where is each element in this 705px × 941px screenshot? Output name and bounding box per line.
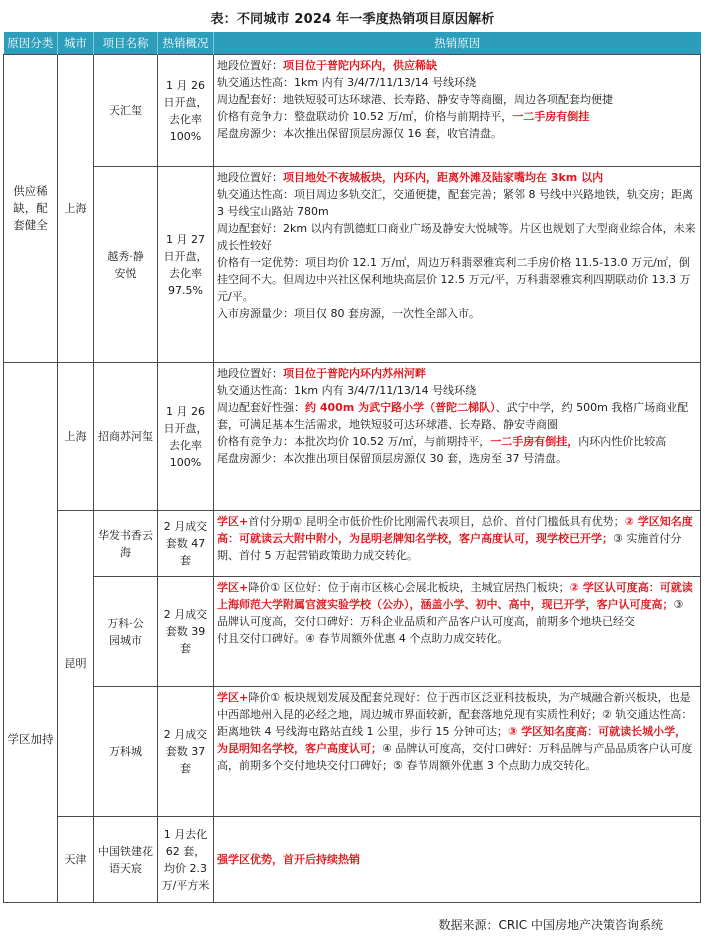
reason-line <box>217 851 697 868</box>
reason-highlight: 学区+ <box>217 691 249 704</box>
reason-line <box>217 186 697 220</box>
reason-text: 价格有竞争力：整盘联动价 10.52 万/㎡，价格与前期持平， <box>217 110 513 123</box>
project-name-cell: 招商苏河玺 <box>94 363 158 511</box>
table-row <box>4 55 701 167</box>
reason-line <box>217 74 697 91</box>
reason-cell <box>214 511 701 577</box>
reason-highlight: 强学区优势，首开后持续热销 <box>217 853 360 866</box>
reason-text: 价格有竞争力：本批次均价 10.52 万/㎡，与前期持平， <box>217 435 491 448</box>
table-title: 表：不同城市 2024 年一季度热销项目原因解析 <box>210 12 495 27</box>
reason-text: 尾盘房源少：本次推出保留顶层房源仅 16 套，收官清盘。 <box>217 127 502 140</box>
project-name-cell: 天汇玺 <box>94 55 158 167</box>
reason-text: 降价① 区位好：位于南市区核心会展北板块，主城宜居热门板块； <box>248 581 570 594</box>
header-overview: 热销概况 <box>158 32 214 55</box>
city-cell: 天津 <box>58 817 94 903</box>
data-source-note: 数据来源：CRIC 中国房地产决策咨询系统 <box>438 918 663 932</box>
reason-highlight: 一二手房有倒挂 <box>512 110 590 123</box>
reason-line <box>217 220 697 254</box>
reason-text: 轨交通达性高：1km 内有 3/4/7/11/13/14 号线环绕 <box>217 384 477 397</box>
category-cell: 学区加持 <box>4 577 58 903</box>
project-name-cell: 万科·公园城市 <box>94 577 158 687</box>
reason-line <box>217 125 697 142</box>
reason-cell <box>214 167 701 363</box>
reason-cell <box>214 687 701 817</box>
reason-text: 、武宁中学，约 500m 我格广场商业配套，可满足基本生活需求，地铁短驳可达环球港、长寿路、静安寺商圈 <box>217 401 689 431</box>
header-category: 原因分类 <box>4 32 58 55</box>
reason-text: ③ 品牌认可度高，交付口碑好：万科企业品质和产品客户认可度高，前期多个地块已经交 <box>217 598 684 628</box>
header-city: 城市 <box>58 32 94 55</box>
project-name-cell: 万科城 <box>94 687 158 817</box>
reason-highlight: ② 学区认可度高：可就读上海师范大学附属官渡实验学校（公办），涵盖小学、初中、高中，现已开学，客户认可度高； <box>217 581 693 611</box>
reason-text: 首付分期① 昆明全市低价性价比刚需代表项目，总价、首付门槛低具有优势； <box>248 515 625 528</box>
reason-cell <box>214 55 701 167</box>
overview-cell: 1 月 27 日开盘，去化率 97.5% <box>158 167 214 363</box>
table-body <box>4 55 701 903</box>
reason-highlight: 学区+ <box>217 515 249 528</box>
overview-cell: 2 月成交套数 37 套 <box>158 687 214 817</box>
reason-text: 地段位置好： <box>217 171 283 184</box>
reason-text: 付且交付口碑好。④ 春节周额外优惠 4 个点助力成交转化。 <box>217 632 509 645</box>
reason-highlight: 约 400m 为武宁路小学（普陀二梯队） <box>305 401 496 414</box>
reason-line <box>217 433 697 450</box>
reason-line <box>217 689 697 774</box>
reason-line <box>217 91 697 108</box>
header-row <box>4 32 701 55</box>
city-cell: 上海 <box>58 55 94 363</box>
header-reason: 热销原因 <box>214 32 701 55</box>
reason-line <box>217 513 697 564</box>
table-row <box>4 511 701 577</box>
reason-line <box>217 108 697 125</box>
city-cell: 上海 <box>58 363 94 511</box>
reason-line <box>217 399 697 433</box>
header-project: 项目名称 <box>94 32 158 55</box>
project-name-cell: 中国铁建花语天宸 <box>94 817 158 903</box>
reason-line <box>217 254 697 305</box>
city-cell: 昆明 <box>58 511 94 817</box>
reason-line <box>217 57 697 74</box>
reason-highlight: 一二手房有倒挂， <box>490 435 579 448</box>
reason-cell <box>214 817 701 903</box>
reason-text: 周边配套好：地铁短驳可达环球港、长寿路、静安寺等商圈，周边各项配套均便捷 <box>217 93 613 106</box>
table-row <box>4 817 701 903</box>
overview-cell: 2 月成交套数 47 套 <box>158 511 214 577</box>
reason-highlight: 项目位于普陀内环内苏州河畔 <box>283 367 426 380</box>
overview-cell: 1 月 26 日开盘，去化率 100% <box>158 55 214 167</box>
project-name-cell: 越秀·静安悦 <box>94 167 158 363</box>
overview-cell: 2 月成交套数 39 套 <box>158 577 214 687</box>
reason-line <box>217 365 697 382</box>
reason-text: 轨交通达性高：1km 内有 3/4/7/11/13/14 号线环绕 <box>217 76 477 89</box>
reason-highlight: 项目位于普陀内环内，供应稀缺 <box>283 59 437 72</box>
reason-highlight: 项目地处不夜城板块，内环内，距离外滩及陆家嘴均在 3km 以内 <box>283 171 604 184</box>
overview-cell: 1 月 26 日开盘，去化率 100% <box>158 363 214 511</box>
category-cell-blank <box>4 363 58 577</box>
category-cell: 供应稀缺，配套健全 <box>4 55 58 363</box>
reason-text: 地段位置好： <box>217 367 283 380</box>
reason-line <box>217 305 697 322</box>
hot-projects-table <box>3 32 701 903</box>
reason-line <box>217 382 697 399</box>
reason-text: ③ 实施首付分期、首付 5 万起营销政策助力成交转化。 <box>217 532 682 562</box>
table-row <box>4 577 701 687</box>
reason-highlight: ② 学区知名度高：可就读云大附中附小，为昆明老牌知名学校，客户高度认可，现学校已开学； <box>217 515 693 545</box>
reason-text: 地段位置好： <box>217 59 283 72</box>
reason-text: 入市房源量少：项目仅 80 套房源，一次性全部入市。 <box>217 307 480 320</box>
reason-line <box>217 630 697 647</box>
reason-text: ④ 品牌认可度高，交付口碑好：万科品牌与产品品质客户认可度高，前期多个交付地块交付口碑好；⑤ 春节周额外优惠 3 个点助力成交转化。 <box>217 742 693 772</box>
reason-highlight: 学区+ <box>217 581 249 594</box>
reason-text: 尾盘房源少：本次推出项目保留顶层房源仅 30 套，选房至 37 号清盘。 <box>217 452 567 465</box>
reason-text: 降价① 板块规划发展及配套兑现好：位于西市区泛亚科技板块，为产城融合新兴板块，也是中西部地州入昆的必经之地，周边城市界面较新，配套落地兑现有实质性利好；② 轨交通达性高：距离地铁 4 号线海屯路站直线 1 公里，步行 15 分钟可达； <box>217 691 693 738</box>
table-row <box>4 363 701 511</box>
reason-text: 周边配套好性强： <box>217 401 305 414</box>
project-name-cell: 华发书香云海 <box>94 511 158 577</box>
reason-cell <box>214 577 701 687</box>
reason-highlight: ③ 学区知名度高：可就读长城小学，为昆明知名学校，客户高度认可； <box>217 725 687 755</box>
reason-text: 周边配套好：2km 以内有凯德虹口商业广场及静安大悦城等。片区也规划了大型商业综合体，未来成长性较好 <box>217 222 696 252</box>
reason-line <box>217 579 697 630</box>
table-row <box>4 167 701 363</box>
reason-text: 内环内性价比较高 <box>578 435 667 448</box>
reason-text: 轨交通达性高：项目周边多轨交汇，交通便捷，配套完善；紧邻 8 号线中兴路地铁，轨交房；距离 3 号线宝山路站 780m <box>217 188 693 218</box>
reason-cell <box>214 363 701 511</box>
overview-cell: 1 月去化 62 套，均价 2.3 万/平方米 <box>158 817 214 903</box>
table-row <box>4 687 701 817</box>
reason-line <box>217 169 697 186</box>
reason-text: 价格有一定优势：项目均价 12.1 万/㎡，周边万科翡翠雅宾利二手房价格 11.5-13.0 万元/㎡，倒挂空间不大。但周边中兴社区保利地块高层价 12.5 万元/平，万科翡翠雅宾利四期联动价 13.3 万元/平。 <box>217 256 691 303</box>
reason-line <box>217 450 697 467</box>
